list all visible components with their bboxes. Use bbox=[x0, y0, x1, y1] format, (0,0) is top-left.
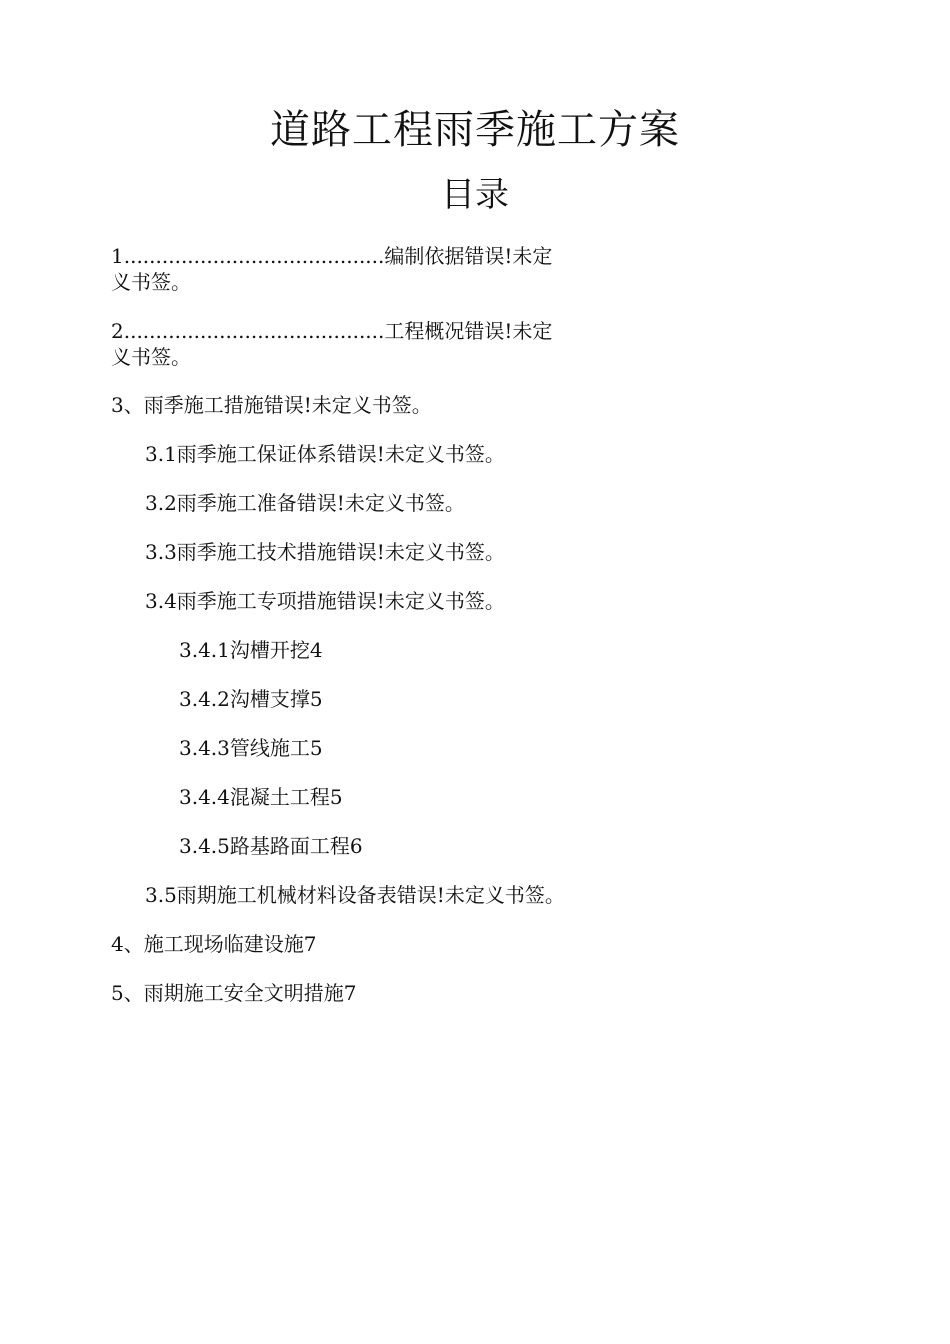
toc-entry-5[interactable]: 5、雨期施工安全文明措施7 bbox=[111, 981, 357, 1005]
toc-entry-2-leader: 2......................................... bbox=[111, 319, 385, 343]
toc-entry-2-line bbox=[111, 318, 811, 344]
toc-entry-3-4-2[interactable]: 3.4.2沟槽支撑5 bbox=[179, 687, 323, 711]
toc-entry-1-leader: 1......................................... bbox=[111, 244, 385, 268]
toc-entry-1-line bbox=[111, 243, 811, 269]
toc-entry-3-3[interactable]: 3.3雨季施工技术措施错误!未定义书签。 bbox=[145, 540, 505, 564]
toc-entry-2[interactable] bbox=[111, 318, 811, 370]
toc-entry-1-label: 编制依据错误!未定 bbox=[384, 244, 553, 268]
toc-entry-4[interactable]: 4、施工现场临建设施7 bbox=[111, 932, 317, 956]
toc-entry-3-4-3[interactable]: 3.4.3管线施工5 bbox=[179, 736, 323, 760]
toc-entry-3-5[interactable]: 3.5雨期施工机械材料设备表错误!未定义书签。 bbox=[145, 883, 565, 907]
toc-entry-3-4-1[interactable]: 3.4.1沟槽开挖4 bbox=[179, 638, 323, 662]
toc-entry-3[interactable]: 3、雨季施工措施错误!未定义书签。 bbox=[111, 393, 432, 417]
toc-entry-1[interactable] bbox=[111, 243, 811, 295]
document-title: 道路工程雨季施工方案 bbox=[270, 107, 680, 153]
toc-entry-1-continued: 义书签。 bbox=[111, 270, 191, 294]
toc-heading: 目录 bbox=[441, 175, 509, 215]
toc-entry-2-continued: 义书签。 bbox=[111, 345, 191, 369]
toc-entry-3-4[interactable]: 3.4雨季施工专项措施错误!未定义书签。 bbox=[145, 589, 505, 613]
toc-entry-3-4-5[interactable]: 3.4.5路基路面工程6 bbox=[179, 834, 363, 858]
toc-entry-2-label: 工程概况错误!未定 bbox=[384, 319, 553, 343]
toc-entry-3-4-4[interactable]: 3.4.4混凝土工程5 bbox=[179, 785, 343, 809]
toc-entry-3-2[interactable]: 3.2雨季施工准备错误!未定义书签。 bbox=[145, 491, 465, 515]
toc-entry-3-1[interactable]: 3.1雨季施工保证体系错误!未定义书签。 bbox=[145, 442, 505, 466]
